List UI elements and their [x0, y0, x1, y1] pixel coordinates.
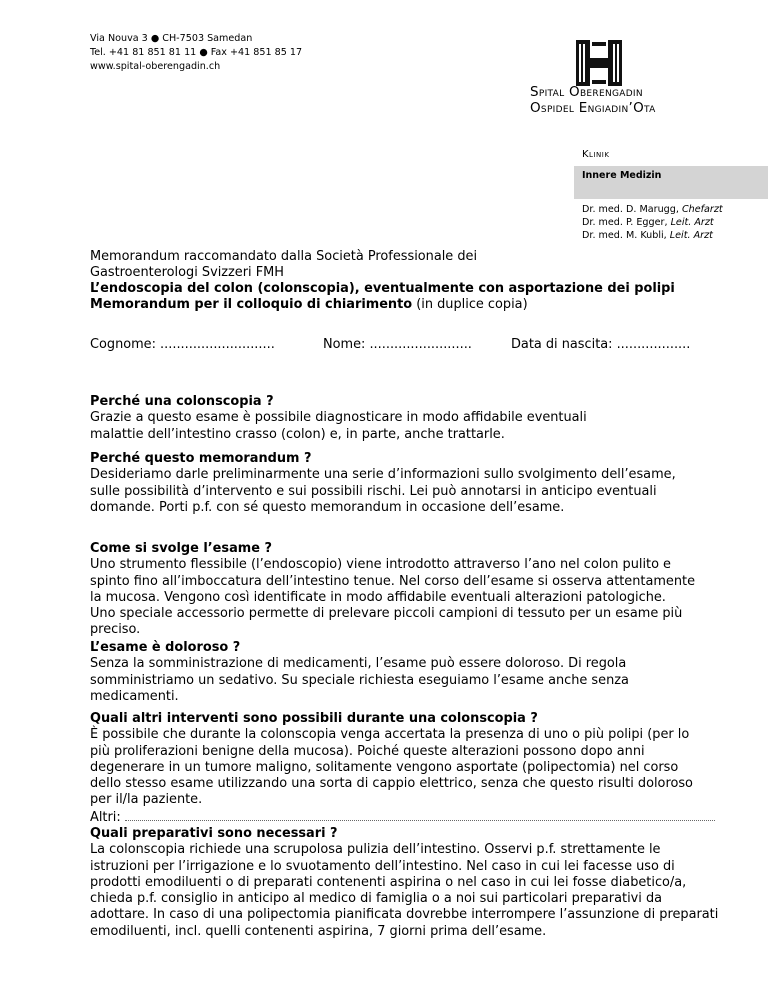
doctor-entry: Dr. med. P. Egger, Leit. Arzt — [582, 217, 714, 228]
document-intro — [90, 249, 720, 313]
section-heading: L’esame è doloroso ? — [90, 640, 241, 655]
document-subtitle: Memorandum per il colloquio di chiarimento (in duplice copia) — [90, 297, 528, 312]
other-notes-row — [90, 809, 730, 826]
hospital-logo-icon — [574, 38, 624, 88]
section-heading: Quali preparativi sono necessari ? — [90, 826, 338, 841]
section-memorandum — [90, 451, 730, 516]
document-title: L’endoscopia del colon (colonscopia), eventualmente con asportazione dei polipi — [90, 281, 675, 296]
section-text: Desideriamo darle preliminarmente una serie d’informazioni sullo svolgimento dell’esame, sulle possibilità d’intervento e sui possibili rischi. Lei può annotarsi in anticipo eventuali domande. Porti p.f. con sé questo memorandum in occasione dell’esame. — [90, 467, 676, 515]
section-why — [90, 394, 730, 443]
section-heading: Quali altri interventi sono possibili durante una colonscopia ? — [90, 711, 538, 726]
address-line: Via Nouva 3 ● CH-7503 Samedan — [90, 33, 253, 44]
section-heading: Come si svolge l’esame ? — [90, 541, 272, 556]
website-link[interactable]: www.spital-oberengadin.ch — [90, 61, 221, 72]
other-notes-line[interactable] — [125, 809, 715, 821]
surname-field[interactable]: Cognome: ............................ — [90, 337, 275, 352]
section-procedure — [90, 541, 730, 639]
section-text: È possibile che durante la colonscopia venga accertata la presenza di uno o più polipi (per lo più proliferazioni benigne della mucosa). Poiché queste alterazioni possono dopo anni degenerare in un tumore maligno, solitamente vengono asportate (polipectomia) nel corso dello stesso esame utilizzando una sorta di cappio elettrico, senza che questo risulti doloroso per il/la paziente. — [90, 727, 693, 808]
doctors-list — [582, 203, 723, 242]
section-other-interventions — [90, 711, 730, 826]
section-heading: Perché una colonscopia ? — [90, 394, 274, 409]
section-pain — [90, 640, 730, 705]
other-label: Altri: — [90, 809, 121, 825]
section-preparation — [90, 826, 730, 940]
department-name: Innere Medizin — [582, 170, 662, 181]
intro-line: Gastroenterologi Svizzeri FMH — [90, 265, 284, 280]
section-text: Grazie a questo esame è possibile diagnosticare in modo affidabile eventuali malattie dell’intestino crasso (colon) e, in parte, anche trattarle. — [90, 410, 587, 442]
section-heading: Perché questo memorandum ? — [90, 451, 312, 466]
doctor-entry: Dr. med. D. Marugg, Chefarzt — [582, 204, 723, 215]
clinic-label: Klinik — [582, 149, 610, 160]
brand-line-german: Spital Oberengadin — [530, 84, 643, 100]
hospital-brand-name — [530, 84, 656, 116]
name-field[interactable]: Nome: ......................... — [323, 337, 472, 352]
section-text: Uno strumento flessibile (l’endoscopio) viene introdotto attraverso l’ano nel colon pulito e spinto fino all’imboccatura dell’intestino tenue. Nel corso dell’esame si osserva attentamente la mucosa. Vengono così identificate in modo affidabile eventuali alterazioni patologiche. Uno speciale accessorio permette di prelevare piccoli campioni di tessuto per un esame più preciso. — [90, 557, 695, 638]
intro-line: Memorandum raccomandato dalla Società Professionale dei — [90, 249, 478, 264]
birthdate-field[interactable]: Data di nascita: .................. — [511, 337, 691, 352]
phone-fax-line: Tel. +41 81 851 81 11 ● Fax +41 851 85 17 — [90, 47, 303, 58]
brand-line-romansh: Ospidel Engiadin’Ota — [530, 100, 656, 116]
doctor-entry: Dr. med. M. Kubli, Leit. Arzt — [582, 230, 713, 241]
address-block — [90, 32, 302, 74]
section-text: La colonscopia richiede una scrupolosa pulizia dell’intestino. Osservi p.f. strettamente le istruzioni per l’irrigazione e lo svuotamento dell’intestino. Nel caso in cui lei facesse uso di prodotti emodiluenti o di preparati contenenti aspirina o nel caso in cui lei fosse diabetico/a, chieda p.f. consiglio in anticipo al medico di famiglia o a noi sui particolari preparativi da adottare. In caso di una polipectomia pianificata dovrebbe interrompere l’assunzione di preparati emodiluenti, incl. quelli contenenti aspirina, 7 giorni prima dell’esame. — [90, 842, 719, 939]
patient-fields — [90, 337, 720, 353]
section-text: Senza la somministrazione di medicamenti, l’esame può essere doloroso. Di regola somministriamo un sedativo. Su speciale richiesta eseguiamo l’esame anche senza medicamenti. — [90, 656, 629, 704]
